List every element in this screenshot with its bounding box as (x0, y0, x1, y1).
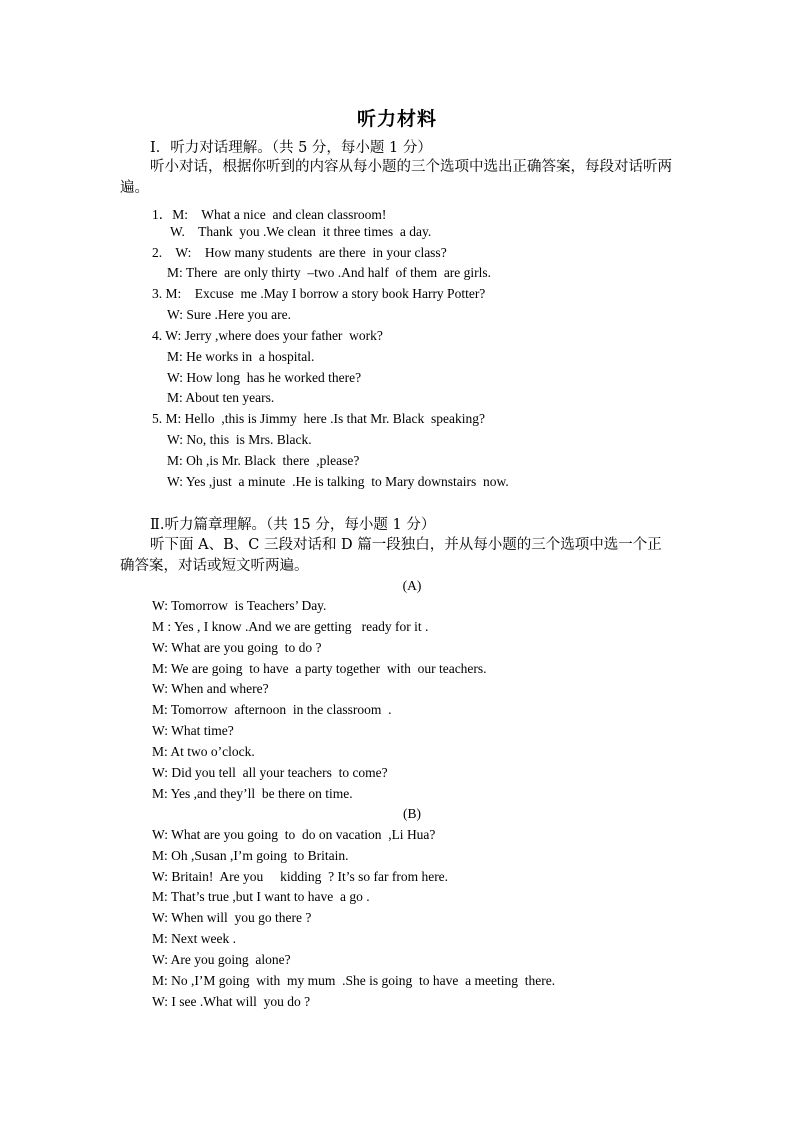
dialog-line: W: What are you going to do on vacation ,Li Hua? (152, 827, 436, 842)
dialog-line: W: Tomorrow is Teachers’ Day. (152, 598, 327, 613)
dialog-line: 1．M: What a nice and clean classroom! (152, 207, 387, 222)
part1-instruction: 听小对话，根据你听到的内容从每小题的三个选项中选出正确答案，每段对话听两遍。 (120, 159, 672, 196)
section-a-label: (A) (402, 578, 422, 593)
dialog-line: M: We are going to have a party together with our teachers. (152, 661, 487, 676)
dialog-line: W: Are you going alone? (152, 952, 291, 967)
dialog-line: M: At two o’clock. (152, 744, 255, 759)
dialog-line: M: Oh ,is Mr. Black there ,please? (167, 453, 360, 468)
dialog-line: W: Yes ,just a minute .He is talking to Mary downstairs now. (167, 474, 509, 489)
dialog-line: M: That’s true ,but I want to have a go . (152, 889, 370, 904)
dialog-line: M: He works in a hospital. (167, 349, 315, 364)
dialog-line: 4. W: Jerry ,where does your father work? (152, 328, 383, 343)
dialog-line: M : Yes , I know .And we are getting ready for it . (152, 619, 429, 634)
page-title: 听力材料 (356, 108, 437, 130)
dialog-line: W: I see .What will you do ? (152, 994, 311, 1009)
dialog-line: M: Oh ,Susan ,I’m going to Britain. (152, 848, 349, 863)
dialog-line: 5. M: Hello ,this is Jimmy here .Is that Mr. Black speaking? (152, 411, 485, 426)
dialog-line: W: Sure .Here you are. (167, 307, 291, 322)
dialog-line: M: Next week . (152, 931, 236, 946)
dialog-line: M: No ,I’M going with my mum .She is going to have a meeting there. (152, 973, 556, 988)
dialog-line: W: When will you go there ? (152, 910, 312, 925)
dialog-line: W: Britain! Are you kidding ? It’s so far from here. (152, 869, 449, 884)
dialog-line: M: Yes ,and they’ll be there on time. (152, 786, 353, 801)
dialog-line: W: When and where? (152, 681, 269, 696)
part1-heading: I．听力对话理解。（共 5 分，每小题 1 分） (150, 140, 432, 156)
section-b-label: (B) (403, 806, 421, 821)
dialog-line: W: Did you tell all your teachers to come? (152, 765, 388, 780)
dialog-line: M: About ten years. (167, 390, 275, 405)
dialog-line: M: There are only thirty –two .And half of them are girls. (167, 265, 492, 280)
dialog-line: M: Tomorrow afternoon in the classroom . (152, 702, 392, 717)
dialog-line: W. Thank you .We clean it three times a day. (170, 224, 432, 239)
part2-instruction: 听下面 A、B、C 三段对话和 D 篇一段独白，并从每小题的三个选项中选一个正确答案，对话或短文听两遍。 (120, 537, 662, 574)
dialog-line: W: No, this is Mrs. Black. (167, 432, 312, 447)
dialog-line: 2. W: How many students are there in your class? (152, 245, 447, 260)
dialog-line: 3. M: Excuse me .May I borrow a story book Harry Potter? (152, 286, 486, 301)
dialog-line: W: How long has he worked there? (167, 370, 362, 385)
dialog-line: W: What time? (152, 723, 234, 738)
part2-heading: Ⅱ.听力篇章理解。（共 15 分，每小题 1 分） (150, 517, 436, 533)
dialog-line: W: What are you going to do ? (152, 640, 322, 655)
